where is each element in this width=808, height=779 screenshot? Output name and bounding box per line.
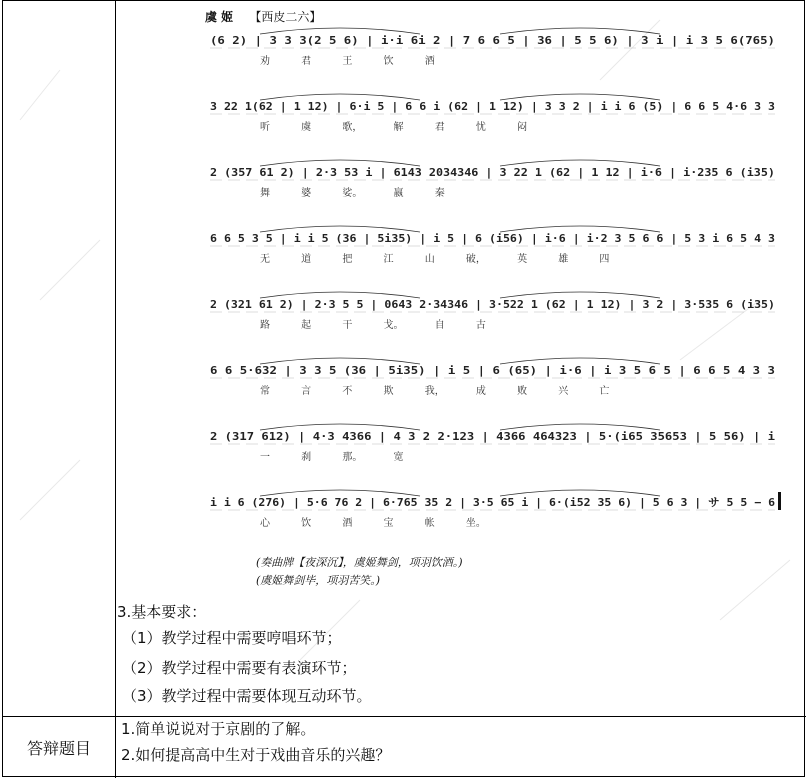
score-lyrics-row: 常 言 不 欺 我， 成 败 兴 亡 <box>260 386 610 397</box>
score-lyrics-row: 心 饮 酒 宝 帐 坐。 <box>260 518 486 529</box>
requirement-1: （1）教学过程中需要哼唱环节； <box>122 629 342 647</box>
score-notes-row: 6 6 5·632 | 3 3 5 (36 | 5i35) | i 5 | 6 (65) | i·6 | i 3 5 6 5 | 6 6 5 4 3 3 <box>210 364 775 377</box>
score-lyrics-row: 路 起 干 戈。 自 古 <box>260 320 486 331</box>
score-notes-row: 2 (357 61 2) | 2·3 53 i | 6143 2034346 | 3 22 1 (62 | 1 12 | i·6 | i·235 6 (i35) <box>210 166 775 179</box>
score-title <box>205 8 321 25</box>
row-divider <box>3 716 806 717</box>
defense-question-1: 1.简单说说对于京剧的了解。 <box>121 720 316 738</box>
score-lyrics-row: 无 道 把 江 山 破， 英 雄 四 <box>260 254 610 265</box>
score-notes-row: 6 6 5 3 5 | i i 5 (36 | 5i35) | i 5 | 6 (i56) | i·6 | i·2 3 5 6 6 | 5 3 i 6 5 4 3 <box>210 232 775 245</box>
column-divider <box>115 1 116 778</box>
defense-label: 答辩题目 <box>26 738 91 758</box>
jianpu-score <box>200 24 790 554</box>
requirements-heading: 3.基本要求： <box>117 603 207 621</box>
requirement-3: （3）教学过程中需要体现互动环节。 <box>122 687 372 705</box>
score-lyrics-row: 舞 婆 娑。 嬴 秦 <box>260 188 445 199</box>
stage-note-2: (虞姬舞剑毕，项羽苦笑。) <box>256 574 381 587</box>
defense-question-2: 2.如何提高高中生对于戏曲音乐的兴趣？ <box>121 746 391 764</box>
score-notes-row: (6 2) | 3 3 3(2 5 6) | i·i 6i 2 | 7 6 6 5 | 36 | 5 5 6) | 3 i | i 3 5 6(765) <box>210 34 775 47</box>
score-notes-row: 2 (317 612) | 4·3 4366 | 4 3 2 2·123 | 4366 464323 | 5·(i65 35653 | 5 56) | i <box>210 430 776 443</box>
final-barline <box>778 492 781 510</box>
score-lyrics-row: 劝 君 王 饮 酒 <box>260 56 435 67</box>
stage-note-1: (奏曲牌【夜深沉】，虞姬舞剑，项羽饮酒。) <box>256 556 463 569</box>
score-lyrics-row: 听 虞 歌， 解 君 忧 闷 <box>260 122 528 133</box>
score-title-text: 虞 姬 <box>205 10 234 24</box>
score-subtitle: 【西皮二六】 <box>249 10 322 24</box>
requirement-2: （2）教学过程中需要有表演环节； <box>122 659 357 677</box>
score-notes-row: 3 22 1(62 | 1 12) | 6·i 5 | 6 6 i (62 | 1 12) | 3 3 2 | i i 6 (5) | 6 6 5 4·6 3 3 <box>210 100 775 113</box>
score-lyrics-row: 一 刹 那。 宽 <box>260 452 404 463</box>
score-notes-row: i i 6 (276) | 5·6 76 2 | 6·765 35 2 | 3·5 65 i | 6·(i52 35 6) | 5 6 3 | サ 5 5 − 6 <box>210 496 776 509</box>
score-notes-row: 2 (321 61 2) | 2·3 5 5 | 0643 2·34346 | 3·522 1 (62 | 1 12) | 3 2 | 3·535 6 (i35) <box>210 298 775 311</box>
